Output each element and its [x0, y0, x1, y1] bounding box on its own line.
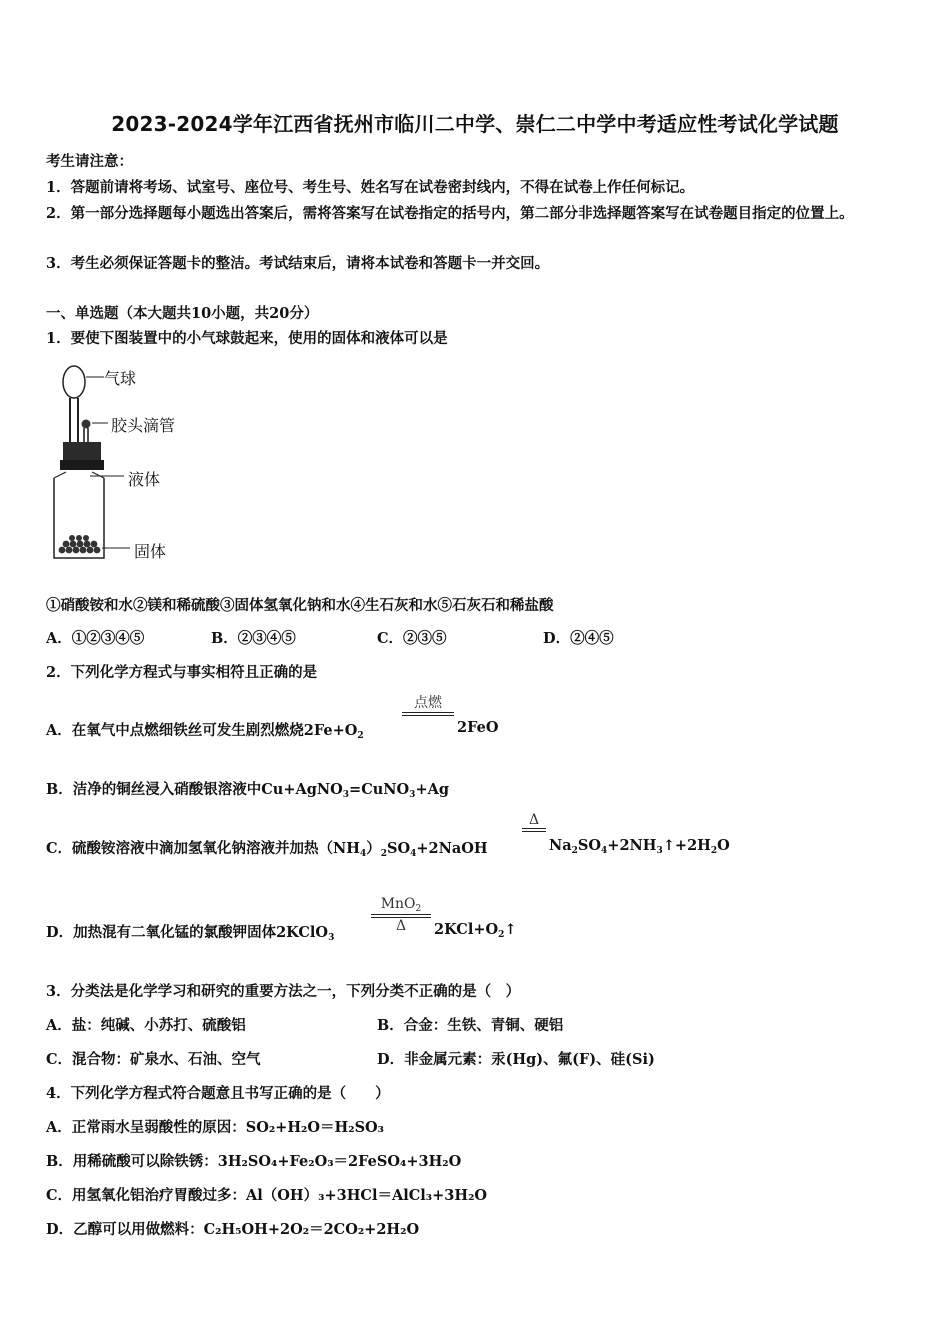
- q2-a-condition: 点燃: [402, 692, 454, 716]
- q3-stem: 3．分类法是化学学习和研究的重要方法之一，下列分类不正确的是（ ）: [46, 983, 521, 1000]
- q3-option-a: A．盐：纯碱、小苏打、硫酸铝: [46, 1017, 246, 1034]
- stopper-base: [60, 460, 104, 470]
- q2-option-b: B．洁净的铜丝浸入硝酸银溶液中Cu+AgNO$_3$=CuNO$_3$+Ag: [46, 781, 449, 800]
- solid-particles: [59, 535, 101, 553]
- notice-item-2: 2．第一部分选择题每小题选出答案后，需将答案写在试卷指定的括号内，第二部分非选择题答案写在试卷题目指定的位置上。: [46, 205, 854, 222]
- label-balloon: 气球: [104, 369, 137, 388]
- q2-stem: 2．下列化学方程式与事实相符且正确的是: [46, 664, 318, 681]
- q2-c-products: $Na_2SO_4+2NH_3↑+2H_2O$: [549, 837, 730, 856]
- q2-a-product: 2FeO: [457, 719, 499, 736]
- q1-list: ①硝酸铵和水②镁和稀硫酸③固体氢氧化钠和水④生石灰和水⑤石灰石和稀盐酸: [46, 597, 554, 614]
- q2-option-c: C．硫酸铵溶液中滴加氢氧化钠溶液并加热$(NH_4)_2SO_4+2NaOH$: [46, 840, 488, 859]
- q3-option-b: B．合金：生铁、青铜、硬铝: [377, 1017, 564, 1034]
- notice-item-1: 1．答题前请将考场、试室号、座位号、考生号、姓名写在试卷密封线内，不得在试卷上作任何标记。: [46, 179, 695, 196]
- q1-option-b: B．②③④⑤: [211, 630, 296, 647]
- notice-item-3: 3．考生必须保证答题卡的整洁。考试结束后，请将本试卷和答题卡一并交回。: [46, 255, 550, 272]
- q1-option-c: C．②③⑤: [377, 630, 447, 647]
- q2-option-d: D．加热混有二氧化锰的氯酸钾固体2KClO$_3$: [46, 924, 335, 943]
- q1-apparatus-figure: [46, 360, 206, 565]
- q2-c-condition: Δ: [522, 812, 546, 832]
- page-title: 2023-2024学年江西省抚州市临川二中学、崇仁二中学中考适应性考试化学试题: [111, 112, 839, 136]
- q4-stem: 4．下列化学方程式符合题意且书写正确的是（ ）: [46, 1085, 390, 1102]
- q2-d-products: $2KCl+O_2↑$: [434, 921, 517, 940]
- q3-option-c: C．混合物：矿泉水、石油、空气: [46, 1051, 261, 1068]
- q4-option-b: B．用稀硫酸可以除铁锈：3H₂SO₄+Fe₂O₃＝2FeSO₄+3H₂O: [46, 1153, 462, 1170]
- q1-option-a: A．①②③④⑤: [46, 630, 145, 647]
- label-dropper: 胶头滴管: [111, 416, 176, 435]
- dropper-bulb: [82, 420, 91, 429]
- q1-option-d: D．②④⑤: [543, 630, 614, 647]
- balloon-shape: [63, 366, 85, 398]
- q1-stem: 1．要使下图装置中的小气球鼓起来，使用的固体和液体可以是: [46, 330, 448, 347]
- q2-d-condition: MnO$_2$ Δ: [371, 896, 431, 934]
- q3-option-d: D．非金属元素：汞(Hg)、氟(F)、硅(Si): [377, 1051, 655, 1068]
- section-heading: 一、单选题（本大题共10小题，共20分）: [46, 305, 319, 322]
- q2-option-a: A．在氧气中点燃细铁丝可发生剧烈燃烧$2Fe+O_2$: [46, 722, 364, 741]
- q4-option-a: A．正常雨水呈弱酸性的原因：SO₂+H₂O＝H₂SO₃: [46, 1119, 385, 1136]
- flask-neck: [54, 472, 104, 478]
- label-liquid: 液体: [128, 470, 161, 489]
- label-solid: 固体: [134, 542, 167, 561]
- q4-option-d: D．乙醇可以用做燃料：C₂H₅OH+2O₂＝2CO₂+2H₂O: [46, 1221, 420, 1238]
- q4-option-c: C．用氢氧化铝治疗胃酸过多：Al（OH）₃+3HCl＝AlCl₃+3H₂O: [46, 1187, 488, 1204]
- notice-heading: 考生请注意：: [46, 153, 133, 170]
